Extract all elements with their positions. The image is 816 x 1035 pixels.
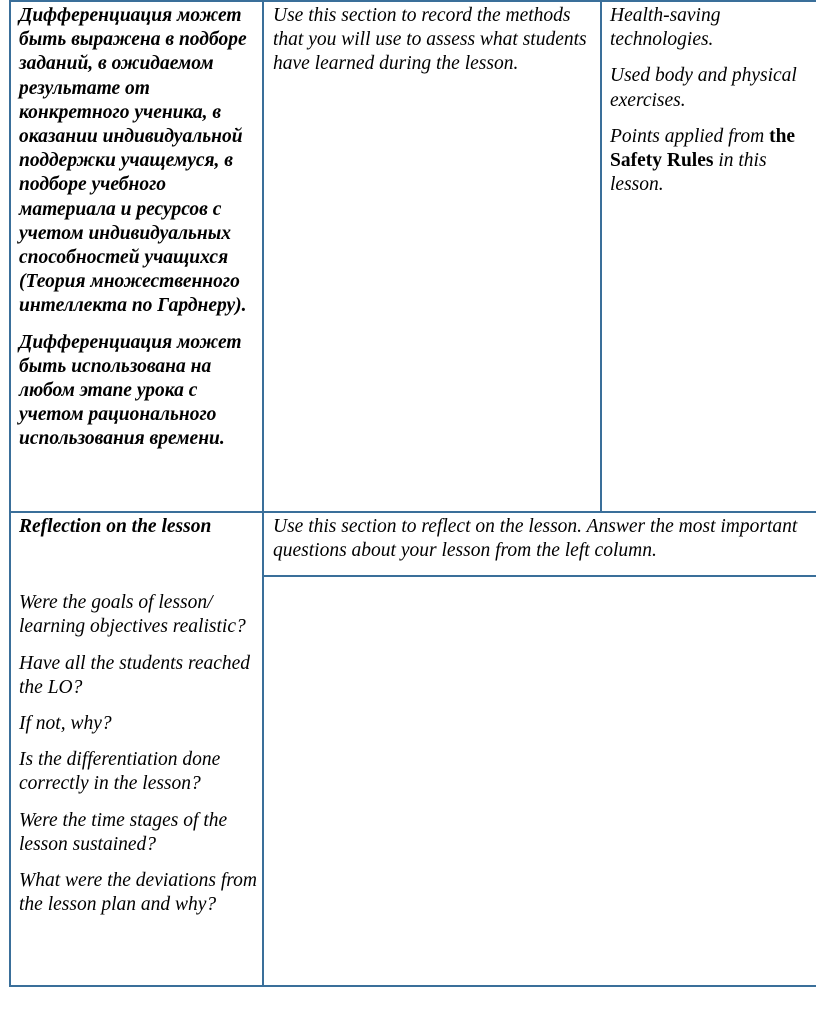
differentiation-paragraph-2: Дифференциация может быть использована на любом этапе урока с учетом рационального использования времени.: [19, 331, 242, 450]
reflection-answer-area[interactable]: [264, 577, 816, 985]
column-divider-2: [600, 0, 602, 512]
reflection-instruction-cell: [273, 515, 803, 563]
question-5: Were the time stages of the lesson sustained?: [19, 809, 228, 855]
question-2: Have all the students reached the LO?: [19, 652, 251, 698]
table-top-border: [9, 0, 816, 2]
reflection-heading: Reflection on the lesson: [19, 516, 212, 537]
assessment-text: Use this section to record the methods that you will use to assess what students have learned during the lesson.: [273, 5, 587, 75]
safety-rules-emphasis: the Safety Rules: [610, 125, 796, 172]
physical-exercises-text: Used body and physical exercises.: [610, 65, 797, 111]
differentiation-paragraph-1: Дифференциация может быть выражена в подборе заданий, в ожидаемом результате от конкретного ученика, в оказании индивидуальной поддержки учащемуся, в подборе учебного материала и ресурсов с учетом индивидуальных способностей учащихся (Теория множественного интеллекта по Гарднеру).: [19, 5, 247, 317]
question-4: Is the differentiation done correctly in the lesson?: [19, 749, 221, 795]
question-6: What were the deviations from the lesson plan and why?: [19, 870, 257, 916]
safety-rules-suffix: in this lesson.: [610, 150, 767, 196]
row-divider: [9, 511, 816, 513]
reflection-instruction-text: Use this section to reflect on the lesson. Answer the most important questions about your lesson from the left column.: [273, 516, 798, 562]
health-saving-text: Health-saving technologies.: [610, 5, 721, 51]
health-safety-cell: [610, 4, 810, 197]
safety-rules-text: [610, 125, 810, 198]
differentiation-cell: [19, 4, 255, 452]
reflection-cell: [19, 515, 257, 917]
table-left-border: [9, 0, 11, 987]
question-3: If not, why?: [19, 713, 112, 735]
safety-rules-prefix: Points applied from: [610, 125, 765, 147]
table-bottom-border: [9, 985, 816, 987]
question-1: Were the goals of lesson/ learning objectives realistic?: [19, 592, 246, 638]
assessment-cell: [273, 4, 595, 77]
